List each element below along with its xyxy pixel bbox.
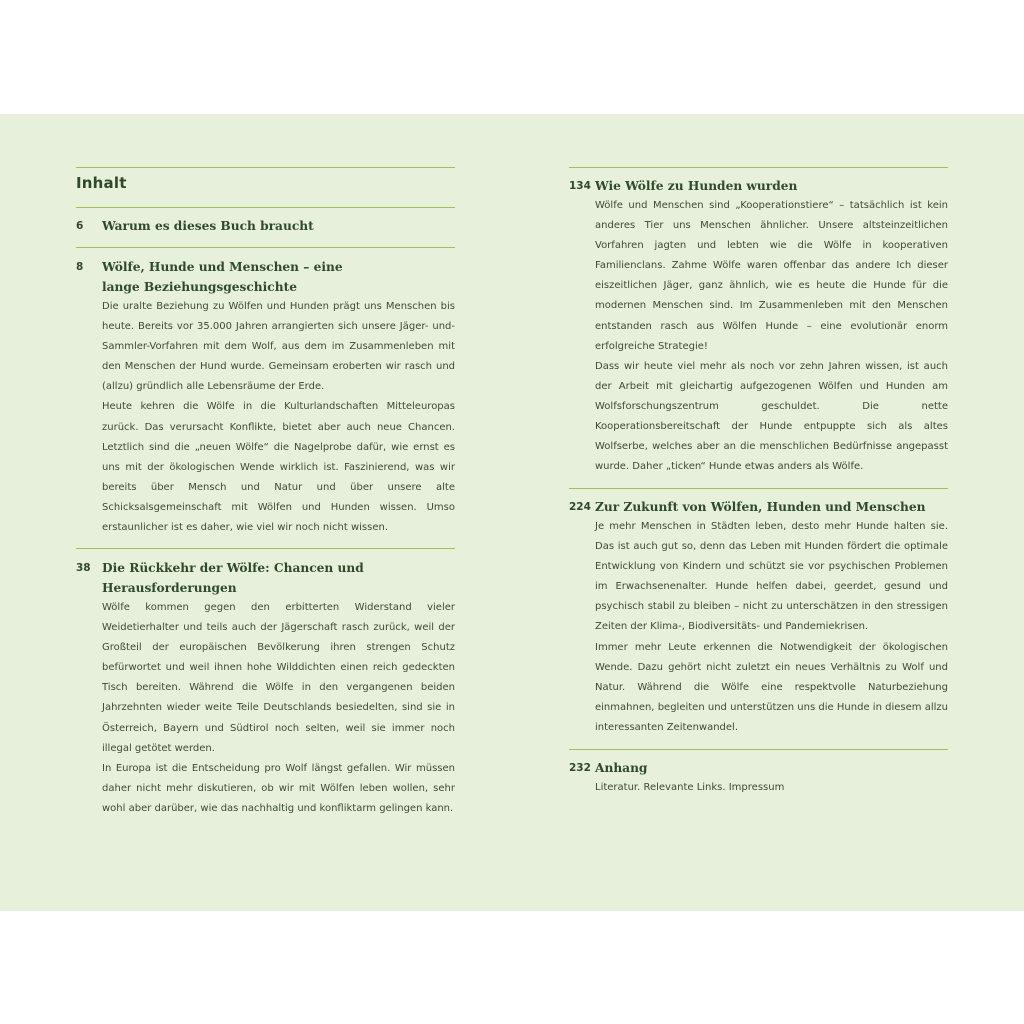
entry-title: Wölfe, Hunde und Menschen – eine lange Beziehungsgeschichte [102, 260, 343, 294]
toc-entry[interactable] [569, 497, 948, 738]
entry-title: Warum es dieses Buch braucht [102, 219, 314, 233]
entry-page-number: 134 [569, 180, 591, 192]
entry-page-number: 6 [76, 220, 84, 232]
entry-paragraph: Heute kehren die Wölfe in die Kulturlandschaften Mitteleuropas zurück. Das verursacht Konflikte, bietet aber auch neue Chancen. Letztlich sind die „neuen Wölfe“ die Nagelprobe dafür, wie ernst es uns mit der ökologischen Wende wirklich ist. Faszinierend, was wir bereits über Mensch und Natur und über unsere alte Schicksalsgemeinschaft mit Wölfen und Hunden wissen. Umso erstaunlicher ist es daher, wie viel wir noch nicht wissen. [102, 401, 455, 534]
entry-title: Zur Zukunft von Wölfen, Hunden und Menschen [595, 500, 926, 514]
entry-paragraph: In Europa ist die Entscheidung pro Wolf längst gefallen. Wir müssen daher nicht mehr diskutieren, ob wir mit Wölfen leben wollen, sehr wohl aber darüber, wie das nachhaltig und konfliktarm gelingen kann. [102, 762, 455, 814]
entry-description [595, 196, 948, 477]
entry-description [102, 598, 455, 819]
entry-paragraph: Wölfe kommen gegen den erbitterten Widerstand vieler Weidetierhalter und teils auch der Jägerschaft rasch zurück, weil der Großteil der europäischen Bevölkerung ihren strengen Schutz befürwortet und weil ihnen hohe Wilddichten einen reich gedeckten Tisch bereiten. Während die Wölfe in den vergangenen beiden Jahrzehnten wieder weite Teile Deutschlands besiedelten, sind sie in Österreich, Bayern und Südtirol noch selten, weil sie immer noch illegal getötet werden. [102, 602, 455, 754]
divider [76, 548, 455, 549]
toc-entry[interactable] [569, 176, 948, 477]
toc-entry[interactable] [76, 216, 455, 236]
divider [569, 488, 948, 489]
divider [76, 247, 455, 248]
entry-paragraph: Wölfe und Menschen sind „Kooperationstiere“ – tatsächlich ist kein anderes Tier uns Menschen ähnlicher. Unsere altsteinzeitlichen Vorfahren jagten und lebten wie die Wölfe in kooperativen Familienclans. Zahme Wölfe waren offenbar das andere Ich dieser eiszeitlichen Jäger, ganz ähnlich, wie es heute die Hunde für die modernen Menschen sind. Im Zusammenleben mit den Menschen entstanden rasch aus Wölfen Hunde – eine evolutionär enorm erfolgreiche Strategie! [595, 200, 948, 352]
entry-description [595, 778, 948, 798]
entry-page-number: 232 [569, 762, 591, 774]
toc-entry[interactable] [569, 758, 948, 798]
entry-description [595, 517, 948, 738]
divider [569, 167, 948, 168]
toc-heading: Inhalt [76, 174, 127, 192]
entry-paragraph: Immer mehr Leute erkennen die Notwendigkeit der ökologischen Wende. Dazu gehört nicht zuletzt ein neues Verhältnis zu Wolf und Natur. Während die Wölfe eine respektvolle Naturbeziehung einmahnen, begleiten und unterstützen uns die Hunde in diesem allzu interessanten Zeitenwandel. [595, 641, 948, 733]
book-spread [0, 114, 1024, 911]
divider [76, 207, 455, 208]
entry-title: Wie Wölfe zu Hunden wurden [595, 179, 798, 193]
divider [76, 167, 455, 168]
entry-title: Anhang [595, 761, 648, 775]
entry-page-number: 8 [76, 261, 84, 273]
entry-page-number: 224 [569, 501, 591, 513]
entry-page-number: 38 [76, 562, 91, 574]
toc-entry[interactable] [76, 257, 455, 538]
entry-title: Die Rückkehr der Wölfe: Chancen und Herausforderungen [102, 561, 364, 595]
toc-entry[interactable] [76, 558, 455, 819]
entry-paragraph: Die uralte Beziehung zu Wölfen und Hunden prägt uns Menschen bis heute. Bereits vor 35.000 Jahren arrangierten sich unsere Jäger- und-Sammler-Vorfahren mit dem Wolf, aus dem im Zusammenleben mit den Menschen der Hund wurde. Gemeinsam eroberten wir rasch und (allzu) gründlich alle Lebensräume der Erde. [102, 301, 455, 393]
divider [569, 749, 948, 750]
entry-description [102, 297, 455, 538]
entry-paragraph: Literatur. Relevante Links. Impressum [595, 782, 785, 793]
entry-paragraph: Dass wir heute viel mehr als noch vor zehn Jahren wissen, ist auch der Arbeit mit gleichartig aufgezogenen Wölfen und Hunden am Wolfsforschungszentrum geschuldet. Die nette Kooperationsbereitschaft der Hunde entpuppte sich als altes Wolfserbe, welches aber an die menschlichen Bedürfnisse angepasst wurde. Daher „ticken“ Hunde etwas anders als Wölfe. [595, 360, 948, 473]
entry-paragraph: Je mehr Menschen in Städten leben, desto mehr Hunde halten sie. Das ist auch gut so, denn das Leben mit Hunden fördert die optimale Entwicklung von Kindern und schützt sie vor psychischen Problemen im Erwachsenenalter. Hunde helfen dabei, geerdet, gesund und psychisch stabil zu bleiben – nicht zu unterschätzen in den stressigen Zeiten der Klima-, Biodiversitäts- und Pandemiekrisen. [595, 521, 948, 633]
